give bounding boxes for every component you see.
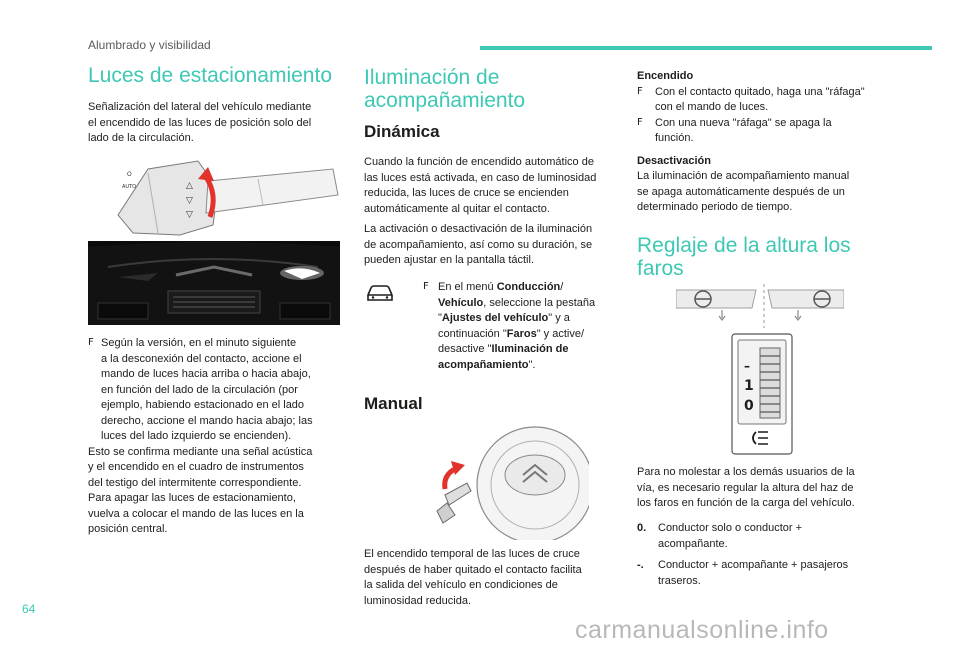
menu-text: , seleccione la pestaña [483,296,596,309]
light-stalk-illustration [88,155,340,241]
steering-stalk-illustration [425,425,589,540]
list-item [637,558,907,589]
body-line: y el encendido en el cuadro de instrumentos [88,461,304,473]
parking-lights-intro [88,100,340,147]
body-line: reducida, las luces de cruce se encienden [364,187,569,199]
body-line: La iluminación de acompañamiento manual [637,170,850,182]
load-position-list [637,521,907,589]
menu-text: continuación " [438,327,507,340]
menu-instruction [423,280,613,373]
intro-line: el encendido de las luces de posición solo del [88,116,312,129]
list-item-line: Conductor solo o conductor + [658,522,803,534]
menu-iluminacion: Iluminación de [491,343,569,355]
header-accent-bar [480,46,932,50]
body-line: vuelva a colocar el mando de las luces en la [88,507,304,520]
stalk-auto-label: AUTO [122,184,137,190]
headlight-height-title [637,234,851,280]
parking-lights-title: Luces de estacionamiento [88,64,332,87]
desactivacion-heading: Desactivación [637,154,711,167]
vehicle-settings-icon [365,281,395,303]
menu-faros: Faros [506,327,537,340]
menu-text: " [438,312,442,324]
bullet-line: a la desconexión del contacto, accione el [101,352,302,365]
body-line: Para apagar las luces de estacionamiento, [88,492,296,504]
list-item-key: -. [637,559,644,571]
list-item-line: Conductor + acompañante + pasajeros [658,559,849,571]
page-number: 64 [22,602,36,616]
body-line: luminosidad reducida. [364,594,472,607]
section-header: Alumbrado y visibilidad [88,38,211,52]
body-line: Para no molestar a los demás usuarios de la [637,466,855,478]
list-item-line: acompañante. [658,537,728,550]
body-line: la salida del vehículo en condiciones de [364,579,558,591]
dial-label-1: 1 [744,378,754,394]
body-line: determinado periodo de tiempo. [637,201,793,213]
svg-text:▽: ▽ [186,196,193,206]
bullet-line: Con una nueva "ráfaga" se apaga la [655,116,832,129]
body-line: posición central. [88,523,168,535]
follow-me-title [364,66,525,112]
body-line: los faros en función de la carga del vehículo. [637,497,855,509]
menu-text: / [560,281,564,293]
bullet-line: con el mando de luces. [655,101,769,113]
bullet-line: derecho, accione el mando hacia abajo; las [101,414,313,427]
body-line: Cuando la función de encendido automático de [364,156,594,168]
headlight-title-line: faros [637,257,684,280]
bullet-line: Con el contacto quitado, haga una "ráfaga" [655,85,865,98]
dial-label-0: 0 [744,398,754,414]
body-line: vía, es necesario regular la altura del haz de [637,481,854,494]
bullet-line: Según la versión, en el minuto siguiente [101,337,297,349]
svg-text:△: △ [186,181,193,191]
headlight-paragraph [637,465,907,512]
bullet-line: en función del lado de la circulación (por [101,383,298,396]
bullet-line: luces del lado izquierdo se encienden). [101,430,292,442]
bullet-line: mando de luces hacia arriba o hacia abajo, [101,368,311,380]
follow-me-title-line: acompañamiento [364,89,526,112]
parking-lights-bullet [88,336,343,538]
follow-me-title-line: Iluminación de [364,66,500,89]
headlight-title-line: Reglaje de la altura los [637,234,851,257]
body-line: Esto se confirma mediante una señal acústica [88,445,313,458]
body-line: las luces está activada, en caso de luminosidad [364,171,597,184]
bullet-line: ejemplo, habiendo estacionado en el lado [101,399,305,411]
list-item-line: traseros. [658,574,701,587]
watermark: carmanualsonline.info [575,616,829,644]
bullet-marker-icon: F [423,281,429,292]
body-line: La activación o desactivación de la iluminación [364,223,593,235]
body-line: El encendido temporal de las luces de cruce [364,548,580,560]
bullet-marker-icon: F [637,85,643,97]
encendido-block [637,69,907,216]
body-line: después de haber quitado el contacto facilita [364,563,582,576]
headlight-adjust-illustration [676,284,844,456]
svg-text:–: – [744,359,750,373]
body-line: se apaga automáticamente después de un [637,185,845,198]
body-line: del testigo del intermitente correspondiente. [88,476,302,489]
list-item [637,521,907,552]
encendido-heading: Encendido [637,70,694,82]
menu-conduccion: Conducción [496,281,561,293]
menu-ajustes: Ajustes del vehículo [441,312,549,324]
menu-text: " y active/ [536,327,585,340]
bullet-marker-icon: F [88,337,94,348]
intro-line: lado de la circulación. [88,132,194,144]
body-line: automáticamente al quitar el contacto. [364,202,550,215]
menu-acompanamiento: acompañamiento [438,358,529,371]
manual-paragraph [364,547,624,609]
intro-line: Señalización del lateral del vehículo mediante [88,101,312,113]
menu-text: desactive " [438,343,492,355]
manual-subtitle: Manual [364,394,423,413]
list-item-key: 0. [637,522,647,534]
car-front-photo [88,241,340,325]
svg-text:▽: ▽ [186,210,193,220]
menu-text: ". [528,358,536,371]
bullet-line: función. [655,132,694,144]
stalk-off-label: O [127,171,132,178]
menu-vehiculo: Vehículo [438,296,484,309]
dynamic-paragraph-2 [364,222,624,269]
menu-text: " y a [548,312,570,324]
body-line: pueden ajustar en la pantalla táctil. [364,254,535,266]
bullet-marker-icon: F [637,116,643,128]
dynamic-paragraph-1 [364,155,624,217]
dynamic-subtitle: Dinámica [364,122,440,141]
menu-text: En el menú [438,281,497,293]
body-line: de acompañamiento, así como su duración, se [364,238,593,251]
